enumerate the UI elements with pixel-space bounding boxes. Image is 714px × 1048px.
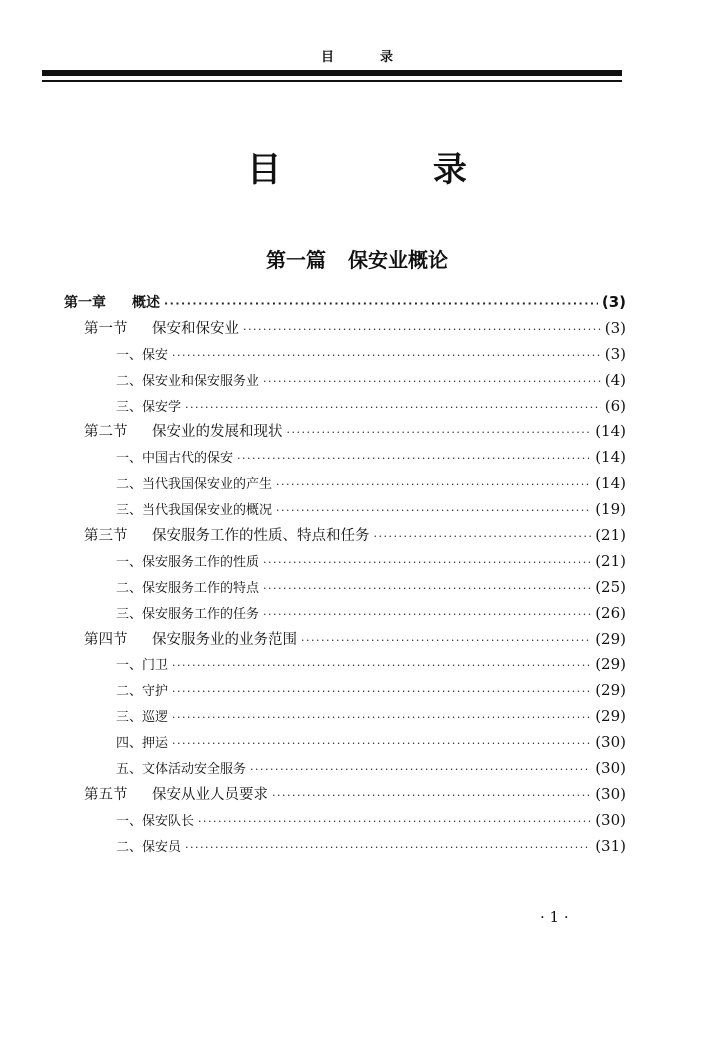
toc-entry-title: 二、保安服务工作的特点: [116, 580, 260, 596]
toc-entry-page: (29): [595, 629, 626, 648]
toc-entry-page: (31): [595, 836, 626, 855]
toc-entry-page: (3): [601, 293, 626, 311]
toc-entry-page: (30): [595, 759, 626, 778]
toc-entry-item: [64, 342, 626, 368]
toc-entry-item: [64, 808, 626, 834]
dot-leader: [287, 420, 592, 446]
toc-entry-chapter: [64, 290, 626, 316]
toc-entry-title: 一、保安: [116, 347, 169, 363]
toc-entry-page: (19): [595, 500, 626, 519]
dot-leader: [263, 576, 591, 602]
toc-entry-page: (30): [595, 784, 626, 803]
toc-entry-item: [64, 368, 626, 394]
toc-entry-title: 一、门卫: [116, 658, 169, 674]
toc-entry-title: 一、中国古代的保安: [116, 451, 234, 467]
toc-entry-item: [64, 834, 626, 860]
toc-entry-page: (29): [595, 681, 626, 700]
running-head: 目录: [320, 50, 439, 65]
toc-entry-title: 三、保安学: [116, 399, 182, 415]
toc-entry-page: (29): [595, 707, 626, 726]
toc-entry-item: [64, 678, 626, 704]
toc-entry-item: [64, 575, 626, 601]
toc-entry-page: (3): [604, 318, 626, 337]
table-of-contents: [64, 290, 626, 860]
toc-entry-page: (14): [595, 422, 626, 441]
dot-leader: [272, 783, 591, 809]
dot-leader: [301, 628, 591, 654]
toc-entry-section: [64, 316, 626, 342]
toc-entry-title: 保安服务工作的性质、特点和任务: [152, 528, 370, 545]
toc-entry-section: [64, 627, 626, 653]
dot-leader: [263, 369, 601, 395]
toc-entry-section: [64, 419, 626, 445]
toc-entry-number: 第二节: [84, 424, 128, 441]
toc-entry-page: (14): [595, 448, 626, 467]
dot-leader: [172, 731, 591, 757]
part-title: 保安业概论: [348, 248, 448, 272]
page-title: 目 录: [247, 150, 537, 190]
header-rule-thin: [42, 80, 622, 82]
dot-leader: [172, 705, 591, 731]
dot-leader: [263, 602, 591, 628]
toc-entry-item: [64, 730, 626, 756]
toc-entry-number: 第一节: [84, 320, 128, 337]
toc-entry-title: 三、巡逻: [116, 710, 169, 726]
toc-entry-page: (29): [595, 655, 626, 674]
dot-leader: [243, 317, 601, 343]
dot-leader: [263, 550, 591, 576]
toc-entry-title: 保安服务业的业务范围: [152, 631, 297, 648]
toc-entry-item: [64, 652, 626, 678]
toc-entry-title: 一、保安服务工作的性质: [116, 554, 260, 570]
toc-entry-title: 三、保安服务工作的任务: [116, 606, 260, 622]
part-heading: [0, 244, 714, 273]
toc-entry-number: 第五节: [84, 786, 128, 803]
dot-leader: [250, 757, 591, 783]
toc-entry-title: 三、当代我国保安业的概况: [116, 503, 273, 519]
header-rule-thick: [42, 70, 622, 76]
toc-entry-page: (30): [595, 810, 626, 829]
toc-entry-item: [64, 549, 626, 575]
toc-entry-title: 保安从业人员要求: [152, 786, 268, 803]
dot-leader: [185, 395, 601, 421]
toc-entry-title: 二、保安员: [116, 839, 182, 855]
toc-entry-number: 第三节: [84, 528, 128, 545]
toc-entry-page: (3): [604, 344, 626, 363]
toc-entry-title: 二、保安业和保安服务业: [116, 373, 260, 389]
toc-entry-page: (25): [595, 577, 626, 596]
toc-entry-title: 五、文体活动安全服务: [116, 762, 247, 778]
toc-entry-page: (21): [595, 526, 626, 545]
dot-leader: [237, 446, 591, 472]
toc-entry-title: 保安和保安业: [152, 320, 239, 337]
dot-leader: [185, 835, 591, 861]
toc-entry-item: [64, 756, 626, 782]
toc-entry-item: [64, 601, 626, 627]
toc-entry-item: [64, 445, 626, 471]
toc-entry-title: 二、当代我国保安业的产生: [116, 477, 273, 493]
dot-leader: [172, 653, 591, 679]
part-label: 第一篇: [266, 248, 326, 272]
dot-leader: [198, 809, 591, 835]
toc-entry-section: [64, 523, 626, 549]
toc-entry-number: 第四节: [84, 631, 128, 648]
toc-entry-page: (26): [595, 603, 626, 622]
toc-entry-item: [64, 497, 626, 523]
toc-entry-page: (30): [595, 733, 626, 752]
toc-entry-item: [64, 394, 626, 420]
toc-entry-title: 一、保安队长: [116, 813, 195, 829]
toc-entry-number: 第一章: [64, 295, 106, 311]
page-folio: · 1 ·: [540, 908, 569, 926]
toc-entry-title: 保安业的发展和现状: [152, 424, 283, 441]
dot-leader: [374, 524, 592, 550]
dot-leader: [164, 291, 598, 317]
toc-entry-page: (4): [604, 370, 626, 389]
toc-entry-section: [64, 782, 626, 808]
toc-entry-page: (21): [595, 551, 626, 570]
toc-entry-title: 概述: [132, 295, 160, 311]
toc-entry-title: 四、押运: [116, 736, 169, 752]
toc-entry-page: (14): [595, 474, 626, 493]
toc-entry-item: [64, 471, 626, 497]
toc-entry-title: 二、守护: [116, 684, 169, 700]
dot-leader: [276, 472, 591, 498]
toc-entry-page: (6): [604, 396, 626, 415]
toc-entry-item: [64, 704, 626, 730]
dot-leader: [172, 343, 601, 369]
dot-leader: [172, 679, 591, 705]
dot-leader: [276, 498, 591, 524]
